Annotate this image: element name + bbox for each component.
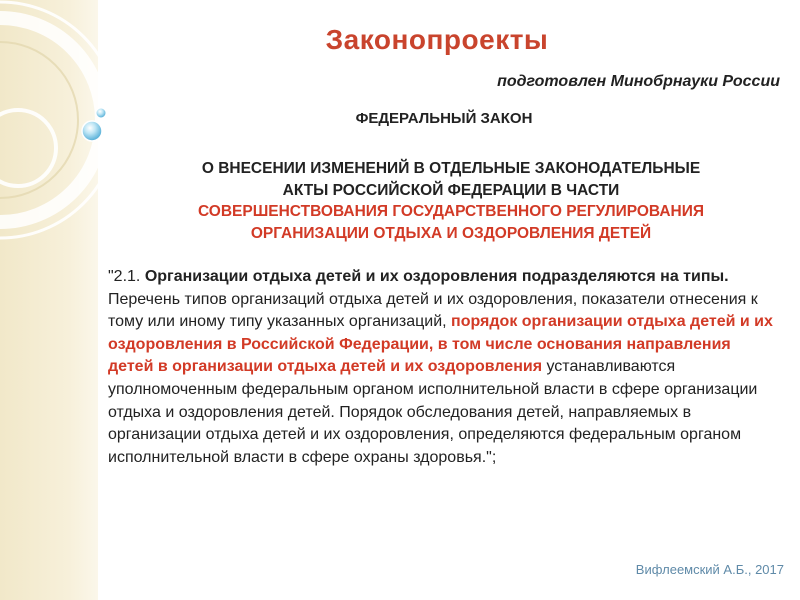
article-number: "2.1.	[108, 268, 145, 285]
law-title	[108, 158, 794, 244]
law-title-line2: АКТЫ РОССИЙСКОЙ ФЕДЕРАЦИИ В ЧАСТИ	[282, 181, 620, 199]
decorative-ring-small	[0, 110, 56, 186]
article-text-part: Перечень типов организаций отдыха детей и их оздоровления, показатели отнесения к тому или иному типу указанных организаций,	[108, 290, 758, 331]
article-bold-statement: Организации отдыха детей и их оздоровления подразделяются на типы.	[144, 268, 729, 285]
slide-subtitle: подготовлен Минобрнауки России	[497, 73, 780, 90]
law-article-text	[108, 266, 778, 469]
law-title-line3: СОВЕРШЕНСТВОВАНИЯ ГОСУДАРСТВЕННОГО РЕГУЛИРОВАНИЯ	[197, 203, 705, 220]
decorative-bubble-small	[96, 108, 106, 118]
law-title-line4: ОРГАНИЗАЦИИ ОТДЫХА И ОЗДОРОВЛЕНИЯ ДЕТЕЙ	[250, 224, 652, 242]
law-type-heading: ФЕДЕРАЛЬНЫЙ ЗАКОН	[355, 110, 533, 127]
slide-title: Законопроекты	[325, 24, 549, 55]
author-credit: Вифлеемский А.Б., 2017	[635, 562, 784, 577]
article-highlighted-text: порядок организации отдыха детей и их оздоровления в Российской Федерации, в том числе основания направления детей в организации отдыха детей и их оздоровления	[108, 313, 773, 376]
decorative-ring-inner	[0, 42, 78, 198]
decorative-bubble-large	[82, 121, 102, 141]
law-title-line1: О ВНЕСЕНИИ ИЗМЕНЕНИЙ В ОТДЕЛЬНЫЕ ЗАКОНОДАТЕЛЬНЫЕ	[201, 160, 701, 177]
article-text-ending: устанавливаются уполномоченным федеральным органом исполнительной власти в сфере организации отдыха и оздоровления детей. Порядок обследования детей, направляемых в организации отдыха детей и их оздоровления, определяются федеральным органом исполнительной власти в сфере охраны здоровья.";	[108, 358, 758, 466]
